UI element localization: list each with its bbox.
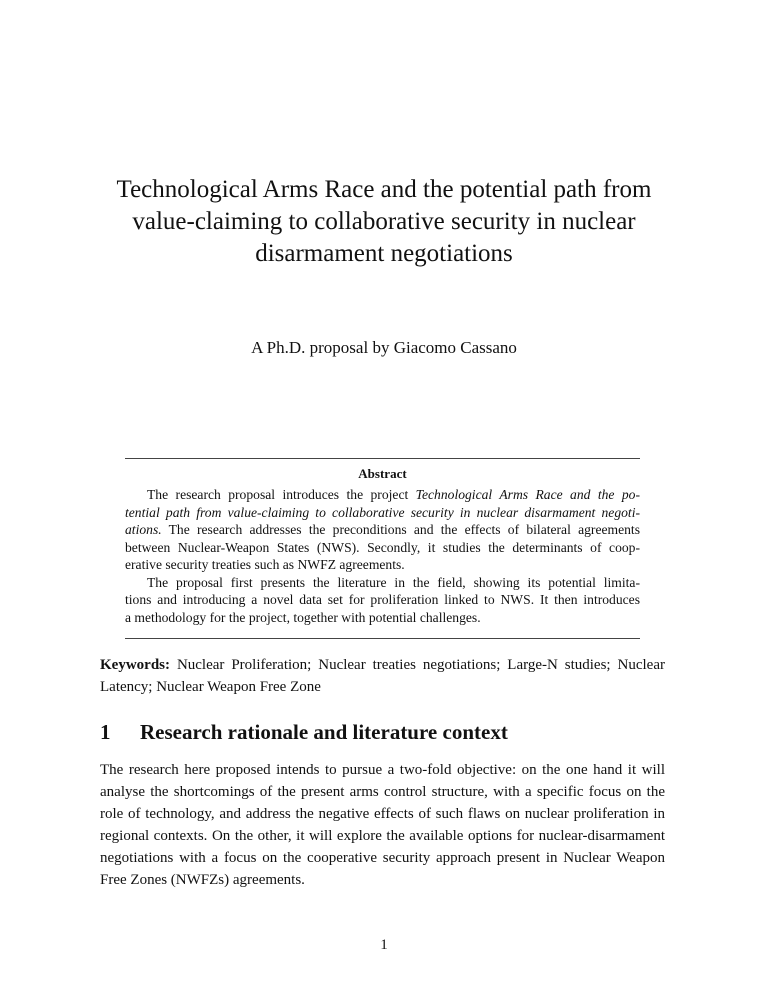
abstract-text: The research proposal introduces the project [147,487,416,502]
abstract-heading: Abstract [358,466,407,481]
keywords-line [100,654,665,676]
abstract-text: The proposal first presents the literature in the field, showing its potential limita- [147,574,640,590]
abstract-bottom-rule [125,638,640,639]
paragraph-line: Free Zones (NWFZs) agreements. [100,872,305,888]
abstract-text: The research addresses the preconditions and the effects of bilateral agreements [161,522,640,537]
title-line: value-claiming to collaborative security in nuclear [132,208,636,235]
abstract-line [125,521,640,539]
abstract-line [125,504,640,522]
abstract-line [125,539,640,557]
paragraph-line: analyse the shortcomings of the present arms control structure, with a specific focus on the [100,784,665,800]
keywords-line-2: Latency; Nuclear Weapon Free Zone [100,679,321,695]
title-line: disarmament negotiations [255,240,513,267]
author-line: A Ph.D. proposal by Giacomo Cassano [251,338,517,357]
section-title: Research rationale and literature context [140,720,508,744]
abstract-italic-text: tential path from value-claiming to collaborative security in nuclear disarmament negoti- [125,504,640,520]
abstract-line [125,486,640,504]
abstract-text: erative security treaties such as NWFZ agreements. [125,557,405,572]
abstract-line [125,609,640,627]
paragraph-line: The research here proposed intends to pursue a two-fold objective: on the one hand it will [100,762,665,778]
title-line: Technological Arms Race and the potential path from [116,176,652,203]
paragraph-line: regional contexts. On the other, it will explore the available options for nuclear-disarmament [100,828,665,844]
keywords-label: Keywords: [100,657,170,673]
document-title [60,174,708,270]
abstract-text: tions and introducing a novel data set for proliferation linked to NWS. It then introduces [125,592,640,607]
paragraph-line: role of technology, and address the negative effects of such flaws on nuclear proliferation in [100,806,665,822]
abstract-line [125,591,640,609]
abstract-text: a methodology for the project, together with potential challenges. [125,609,481,625]
abstract-top-rule [125,458,640,459]
abstract-italic-text: Technological Arms Race and the po- [415,487,640,502]
page-number: 1 [380,937,388,953]
abstract-text: between Nuclear-Weapon States (NWS). Secondly, it studies the determinants of coop- [125,539,640,555]
abstract-italic-text: ations. [125,522,162,537]
section-number: 1 [100,720,111,744]
abstract-line [125,574,640,592]
paragraph-line: negotiations with a focus on the cooperative security approach present in Nuclear Weapon [100,850,665,866]
abstract-line [125,556,640,574]
keywords-text: Nuclear Proliferation; Nuclear treaties negotiations; Large-N studies; Nuclear [176,657,665,673]
